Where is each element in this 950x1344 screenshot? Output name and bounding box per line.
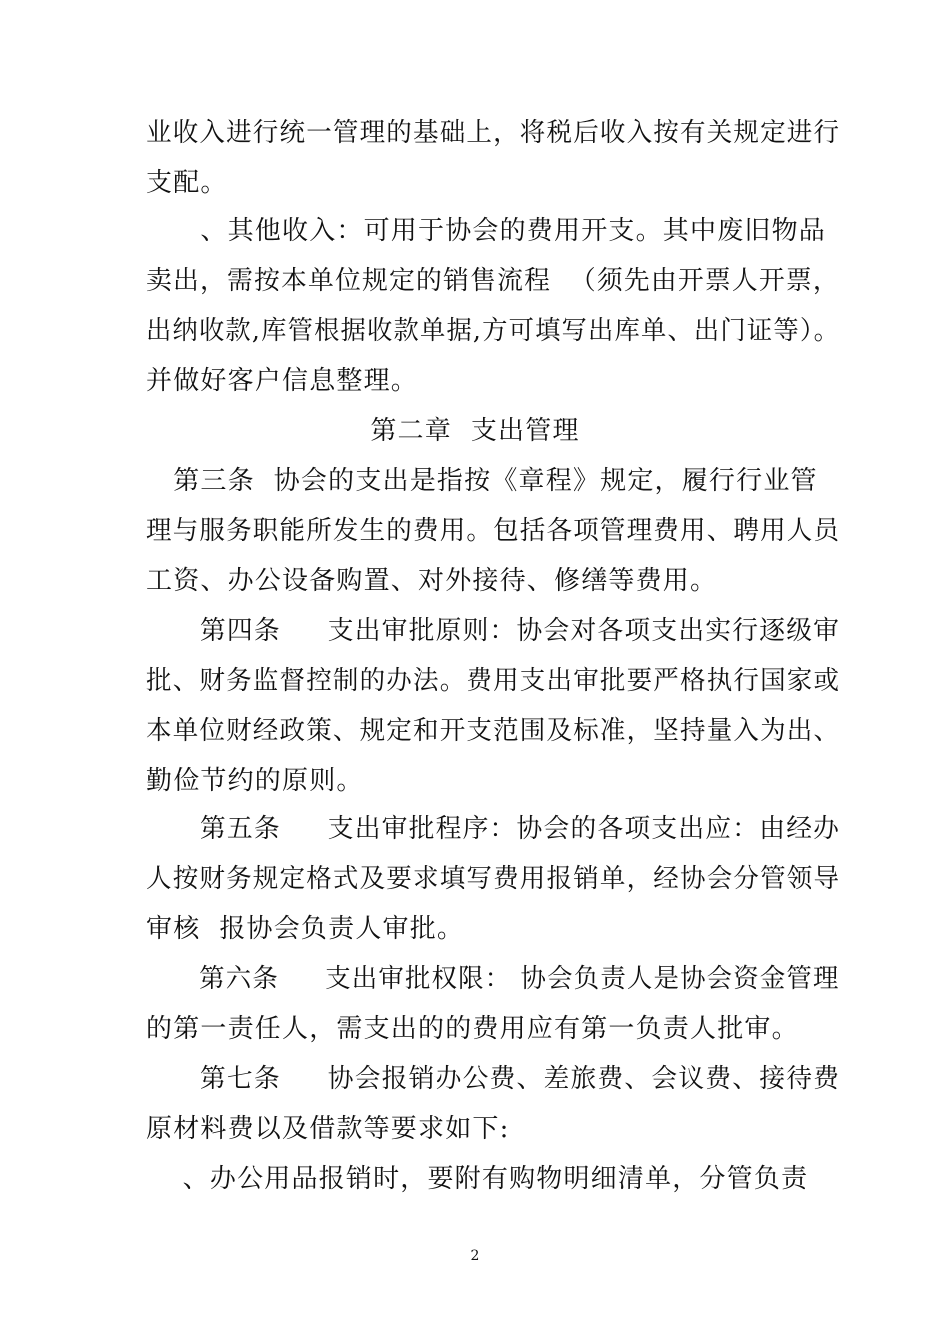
text-line: 原材料费以及借款等要求如下: [146, 1114, 510, 1144]
text-line: 第三条 协会的支出是指按《章程》规定，履行行业管 [146, 466, 818, 496]
text-line: 第五条 支出审批程序：协会的各项支出应：由经办 [146, 814, 841, 844]
text-line: 理与服务职能所发生的费用。包括各项管理费用、聘用人员 [146, 516, 841, 546]
text-line: 人按财务规定格式及要求填写费用报销单，经协会分管领导 [146, 864, 841, 894]
text-line: 支配。 [146, 168, 228, 198]
text-line: 批、财务监督控制的办法。费用支出审批要严格执行国家或 [146, 666, 841, 696]
text-line: 本单位财经政策、规定和开支范围及标准，坚持量入为出、 [146, 716, 841, 746]
page-number: 2 [470, 1248, 480, 1264]
text-line: 、其他收入：可用于协会的费用开支。其中废旧物品 [146, 216, 827, 246]
text-line: 的第一责任人，需支出的的费用应有第一负责人批审。 [146, 1014, 799, 1044]
text-line: 卖出，需按本单位规定的销售流程 （须先由开票人开票， [146, 266, 840, 296]
text-line: 工资、办公设备购置、对外接待、修缮等费用。 [146, 566, 718, 596]
text-line: 并做好客户信息整理。 [146, 366, 419, 396]
text-line: 第四条 支出审批原则：协会对各项支出实行逐级审 [146, 616, 841, 646]
text-line: 第六条 支出审批权限： 协会负责人是协会资金管理 [146, 964, 840, 994]
text-line: 第七条 协会报销办公费、差旅费、会议费、接待费 [146, 1064, 841, 1094]
text-line: 出纳收款,库管根据收款单据,方可填写出库单、出门证等）。 [146, 316, 841, 346]
text-line: 业收入进行统一管理的基础上，将税后收入按有关规定进行 [146, 118, 841, 148]
text-line: 勤俭节约的原则。 [146, 766, 364, 796]
text-line: 审核 报协会负责人审批。 [146, 914, 465, 944]
text-line: 、办公用品报销时，要附有购物明细清单，分管负责 [146, 1164, 809, 1194]
chapter-heading: 第二章 支出管理 [370, 416, 580, 446]
